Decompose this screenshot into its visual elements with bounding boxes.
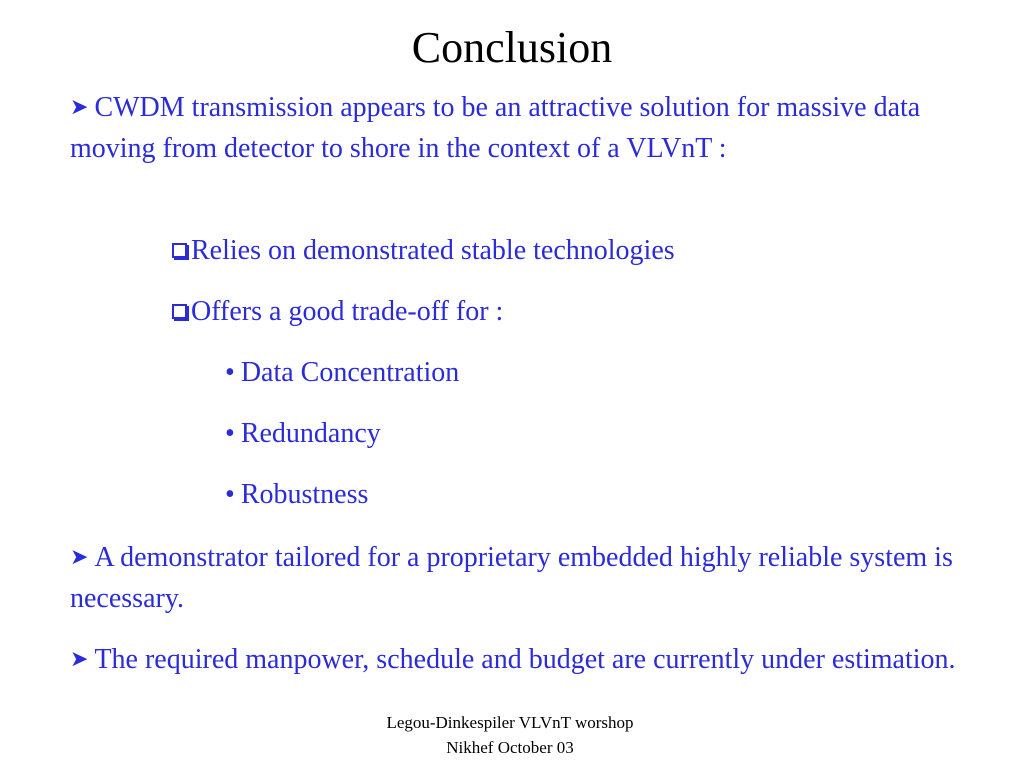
- conclusion-point-2: [70, 536, 970, 619]
- sub-point-2: [172, 291, 503, 332]
- sub-point-1: [172, 230, 675, 271]
- point-2-text: A demonstrator tailored for a proprietary embedded highly reliable system is necessary.: [70, 542, 953, 614]
- point-1-text: CWDM transmission appears to be an attractive solution for massive data moving from detector to shore in the context of a VLVnT :: [70, 92, 921, 164]
- arrow-bullet-icon: ➤: [70, 544, 89, 569]
- slide-footer: [340, 710, 680, 760]
- footer-line-2: Nikhef October 03: [446, 738, 574, 757]
- arrow-bullet-icon: ➤: [70, 94, 89, 119]
- sub-point-2-text: Offers a good trade-off for :: [191, 296, 504, 327]
- bullet-item-3: [225, 474, 368, 515]
- bullet-item-1: [225, 352, 459, 393]
- arrow-bullet-icon: ➤: [70, 646, 89, 671]
- point-3-text: The required manpower, schedule and budget are currently under estimation.: [94, 644, 956, 675]
- dot-bullet-icon: •: [225, 357, 235, 388]
- bullet-item-2-text: Redundancy: [240, 418, 381, 449]
- bullet-item-1-text: Data Concentration: [240, 357, 460, 388]
- checkbox-bullet-icon: [172, 304, 187, 319]
- dot-bullet-icon: •: [225, 479, 235, 510]
- footer-line-1: Legou-Dinkespiler VLVnT worshop: [386, 713, 634, 732]
- slide-title: Conclusion: [411, 23, 613, 72]
- dot-bullet-icon: •: [225, 418, 235, 449]
- checkbox-bullet-icon: [172, 243, 187, 258]
- bullet-item-3-text: Robustness: [240, 479, 369, 510]
- conclusion-point-3: [70, 638, 1010, 680]
- bullet-item-2: [225, 413, 381, 454]
- conclusion-point-1: [70, 86, 970, 169]
- sub-point-1-text: Relies on demonstrated stable technologies: [191, 235, 675, 266]
